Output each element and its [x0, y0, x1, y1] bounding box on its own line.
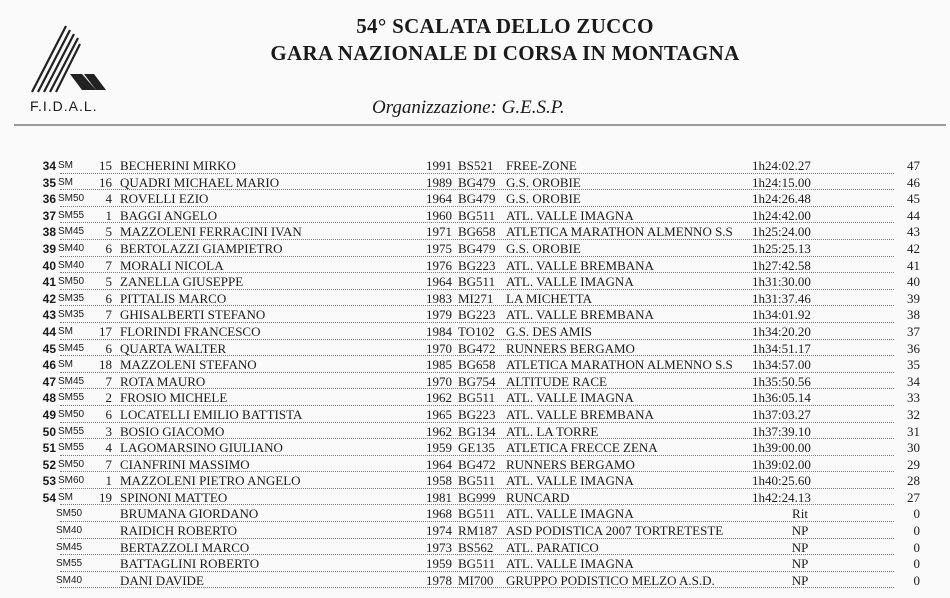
category-position-cell: 4	[105, 191, 112, 207]
points-cell: 38	[907, 307, 920, 323]
club-name-cell: ATL. VALLE IMAGNA	[506, 207, 634, 223]
category-cell: SM	[58, 325, 73, 337]
category-position-cell: 16	[99, 174, 112, 190]
club-code-cell: BG754	[458, 373, 496, 389]
club-code-cell: BG999	[458, 489, 496, 505]
athlete-name-cell: BECHERINI MIRKO	[120, 158, 236, 173]
table-row	[0, 440, 950, 457]
category-position-cell: 6	[105, 240, 112, 256]
club-name-cell: ATL. VALLE IMAGNA	[506, 274, 634, 290]
points-cell: 42	[907, 240, 920, 256]
position-cell: 51	[42, 441, 56, 456]
club-code-cell: BG511	[458, 274, 496, 290]
birth-year-cell: 1975	[426, 240, 452, 256]
time-cell: 1h25:24.00	[752, 224, 811, 240]
category-cell: SM55	[58, 425, 85, 437]
birth-year-cell: 1958	[426, 473, 452, 489]
club-code-cell: BG223	[458, 406, 496, 422]
athlete-name-cell: PITTALIS MARCO	[120, 290, 227, 306]
category-cell: SM	[58, 491, 73, 503]
points-cell: 47	[907, 158, 920, 173]
club-code-cell: BG479	[458, 240, 496, 256]
category-position-cell: 7	[105, 373, 112, 389]
table-row	[0, 390, 950, 407]
athlete-name-cell: QUADRI MICHAEL MARIO	[120, 174, 280, 190]
table-row	[0, 473, 950, 490]
position-cell: 36	[42, 192, 56, 207]
time-cell: 1h42:24.13	[752, 489, 811, 505]
category-cell: SM50	[58, 193, 85, 205]
club-name-cell: G.S. DES AMIS	[506, 323, 592, 339]
category-position-cell: 6	[105, 406, 112, 422]
athlete-name-cell: GHISALBERTI STEFANO	[120, 307, 266, 323]
table-row	[0, 324, 950, 341]
birth-year-cell: 1964	[426, 274, 452, 290]
time-cell: NP	[791, 572, 809, 588]
time-cell: NP	[791, 523, 809, 539]
category-position-cell: 2	[105, 390, 112, 406]
birth-year-cell: 1964	[426, 191, 452, 207]
birth-year-cell: 1962	[426, 423, 452, 439]
points-cell: 32	[907, 406, 920, 422]
club-code-cell: BG511	[458, 473, 496, 489]
club-code-cell: BS562	[458, 539, 494, 555]
category-position-cell: 6	[105, 340, 112, 356]
birth-year-cell: 1968	[426, 506, 452, 522]
table-row	[0, 357, 950, 374]
club-code-cell: MI700	[458, 572, 494, 588]
club-name-cell: G.S. OROBIE	[506, 174, 581, 190]
club-name-cell: LA MICHETTA	[506, 290, 592, 306]
table-row	[0, 573, 950, 590]
time-cell: 1h24:42.00	[752, 207, 811, 223]
club-name-cell: ATL. VALLE IMAGNA	[506, 556, 634, 572]
points-cell: 0	[913, 506, 920, 522]
birth-year-cell: 1989	[426, 174, 452, 190]
category-cell: SM40	[58, 242, 85, 254]
table-row	[0, 523, 950, 540]
time-cell: 1h36:05.14	[752, 390, 811, 406]
birth-year-cell: 1991	[426, 158, 452, 173]
time-cell: 1h34:57.00	[752, 357, 811, 373]
athlete-name-cell: BRUMANA GIORDANO	[120, 506, 259, 522]
position-cell: 39	[42, 241, 56, 256]
category-position-cell: 5	[105, 274, 112, 290]
club-code-cell: BG223	[458, 257, 496, 273]
category-cell: SM50	[58, 458, 85, 470]
time-cell: NP	[791, 539, 809, 555]
table-row	[0, 490, 950, 507]
category-position-cell: 7	[105, 257, 112, 273]
club-code-cell: BG511	[458, 556, 496, 572]
category-cell: SM45	[58, 342, 85, 354]
club-name-cell: ASD PODISTICA 2007 TORTRETESTE	[506, 523, 724, 539]
club-name-cell: ATL. PARATICO	[506, 539, 599, 555]
category-position-cell: 17	[99, 323, 112, 339]
position-cell: 34	[42, 159, 56, 173]
birth-year-cell: 1971	[426, 224, 452, 240]
table-row	[0, 291, 950, 308]
club-name-cell: ATL. VALLE BREMBANA	[506, 406, 654, 422]
points-cell: 44	[907, 207, 920, 223]
header-divider	[14, 124, 946, 126]
club-name-cell: FREE-ZONE	[506, 158, 577, 173]
time-cell: 1h25:25.13	[752, 240, 811, 256]
club-code-cell: BS521	[458, 158, 494, 173]
club-code-cell: MI271	[458, 290, 494, 306]
time-cell: Rit	[792, 506, 808, 522]
athlete-name-cell: BERTOLAZZI GIAMPIETRO	[120, 240, 283, 256]
category-cell: SM55	[56, 558, 83, 570]
points-cell: 31	[907, 423, 920, 439]
position-cell: 53	[42, 474, 56, 489]
athlete-name-cell: MAZZOLENI PIETRO ANGELO	[120, 473, 301, 489]
category-cell: SM35	[58, 309, 85, 321]
table-row	[0, 424, 950, 441]
points-cell: 43	[907, 224, 920, 240]
category-cell: SM40	[58, 259, 85, 271]
club-code-cell: BG658	[458, 357, 496, 373]
athlete-name-cell: BAGGI ANGELO	[120, 207, 218, 223]
club-name-cell: ALTITUDE RACE	[506, 373, 607, 389]
club-name-cell: ATLETICA MARATHON ALMENNO S.S	[506, 357, 733, 373]
time-cell: 1h24:02.27	[752, 158, 811, 173]
fidal-label: F.I.D.A.L.	[30, 98, 98, 114]
club-name-cell: ATL. VALLE BREMBANA	[506, 307, 654, 323]
club-name-cell: ATL. VALLE BREMBANA	[506, 257, 654, 273]
birth-year-cell: 1970	[426, 340, 452, 356]
club-name-cell: ATLETICA FRECCE ZENA	[506, 440, 658, 456]
position-cell: 49	[42, 407, 56, 422]
time-cell: 1h34:01.92	[752, 307, 811, 323]
position-cell: 38	[42, 225, 56, 240]
time-cell: NP	[791, 556, 809, 572]
birth-year-cell: 1979	[426, 307, 452, 323]
position-cell: 45	[42, 341, 56, 356]
athlete-name-cell: BOSIO GIACOMO	[120, 423, 225, 439]
table-row	[0, 307, 950, 324]
table-row	[0, 158, 950, 175]
points-cell: 29	[907, 456, 920, 472]
points-cell: 35	[907, 357, 920, 373]
athlete-name-cell: BATTAGLINI ROBERTO	[120, 556, 260, 572]
points-cell: 33	[907, 390, 920, 406]
time-cell: 1h31:37.46	[752, 290, 811, 306]
category-cell: SM35	[58, 292, 85, 304]
position-cell: 54	[42, 490, 56, 505]
time-cell: 1h39:00.00	[752, 440, 811, 456]
club-code-cell: BG134	[458, 423, 496, 439]
birth-year-cell: 1985	[426, 357, 452, 373]
athlete-name-cell: DANI DAVIDE	[120, 572, 204, 588]
position-cell: 43	[42, 308, 56, 323]
table-row	[0, 540, 950, 557]
category-cell: SM60	[58, 475, 85, 487]
table-row	[0, 241, 950, 258]
category-cell: SM50	[56, 508, 83, 520]
athlete-name-cell: FROSIO MICHELE	[120, 390, 228, 406]
position-cell: 47	[42, 374, 56, 389]
category-position-cell: 5	[105, 224, 112, 240]
club-name-cell: RUNNERS BERGAMO	[506, 456, 635, 472]
results-table	[0, 158, 950, 589]
birth-year-cell: 1978	[426, 572, 452, 588]
category-cell: SM55	[58, 442, 85, 454]
position-cell: 44	[42, 324, 56, 339]
club-code-cell: BG658	[458, 224, 496, 240]
time-cell: 1h34:20.20	[752, 323, 811, 339]
category-cell: SM55	[58, 392, 85, 404]
birth-year-cell: 1970	[426, 373, 452, 389]
category-position-cell: 7	[105, 456, 112, 472]
position-cell: 48	[42, 391, 56, 406]
fidal-logo-icon	[22, 22, 112, 102]
category-position-cell: 4	[105, 440, 112, 456]
time-cell: 1h27:42.58	[752, 257, 811, 273]
table-row	[0, 274, 950, 291]
points-cell: 45	[907, 191, 920, 207]
club-name-cell: GRUPPO PODISTICO MELZO A.S.D.	[506, 572, 715, 588]
points-cell: 0	[913, 523, 920, 539]
time-cell: 1h34:51.17	[752, 340, 811, 356]
points-cell: 28	[907, 473, 920, 489]
time-cell: 1h40:25.60	[752, 473, 811, 489]
club-name-cell: G.S. OROBIE	[506, 240, 581, 256]
athlete-name-cell: LAGOMARSINO GIULIANO	[120, 440, 283, 456]
club-name-cell: RUNCARD	[506, 489, 570, 505]
table-row	[0, 258, 950, 275]
table-row	[0, 506, 950, 523]
category-position-cell: 7	[105, 307, 112, 323]
club-name-cell: G.S. OROBIE	[506, 191, 581, 207]
position-cell: 46	[42, 358, 56, 373]
position-cell: 41	[42, 275, 56, 290]
club-code-cell: RM187	[458, 523, 498, 539]
club-code-cell: TO102	[458, 323, 495, 339]
category-cell: SM45	[58, 226, 85, 238]
athlete-name-cell: ROVELLI EZIO	[120, 191, 209, 207]
time-cell: 1h24:26.48	[752, 191, 811, 207]
points-cell: 34	[907, 373, 920, 389]
page-subtitle: GARA NAZIONALE DI CORSA IN MONTAGNA	[270, 41, 740, 65]
athlete-name-cell: MORALI NICOLA	[120, 257, 224, 273]
athlete-name-cell: CIANFRINI MASSIMO	[120, 456, 250, 472]
table-row	[0, 208, 950, 225]
athlete-name-cell: LOCATELLI EMILIO BATTISTA	[120, 406, 303, 422]
club-code-cell: BG511	[458, 390, 496, 406]
birth-year-cell: 1959	[426, 440, 452, 456]
club-code-cell: BG472	[458, 340, 496, 356]
club-code-cell: BG479	[458, 174, 496, 190]
category-position-cell: 18	[99, 357, 112, 373]
birth-year-cell: 1965	[426, 406, 452, 422]
category-position-cell: 6	[105, 290, 112, 306]
points-cell: 37	[907, 323, 920, 339]
club-code-cell: BG472	[458, 456, 496, 472]
birth-year-cell: 1960	[426, 207, 452, 223]
time-cell: 1h35:50.56	[752, 373, 811, 389]
club-code-cell: BG511	[458, 506, 496, 522]
points-cell: 0	[913, 556, 920, 572]
time-cell: 1h37:39.10	[752, 423, 811, 439]
category-cell: SM	[58, 160, 73, 171]
birth-year-cell: 1981	[426, 489, 452, 505]
category-cell: SM45	[58, 375, 85, 387]
organization-label: Organizzazione: G.E.S.P.	[372, 97, 565, 118]
club-name-cell: ATLETICA MARATHON ALMENNO S.S	[506, 224, 733, 240]
club-name-cell: ATL. LA TORRE	[506, 423, 599, 439]
position-cell: 35	[42, 175, 56, 190]
birth-year-cell: 1962	[426, 390, 452, 406]
club-name-cell: ATL. VALLE IMAGNA	[506, 473, 634, 489]
club-code-cell: BG223	[458, 307, 496, 323]
points-cell: 0	[913, 572, 920, 588]
athlete-name-cell: BERTAZZOLI MARCO	[120, 539, 250, 555]
page-title: 54° SCALATA DELLO ZUCCO	[356, 14, 654, 38]
points-cell: 40	[907, 274, 920, 290]
club-code-cell: GE135	[458, 440, 495, 456]
table-row	[0, 407, 950, 424]
athlete-name-cell: MAZZOLENI STEFANO	[120, 357, 257, 373]
birth-year-cell: 1964	[426, 456, 452, 472]
category-cell: SM50	[58, 276, 85, 288]
position-cell: 40	[42, 258, 56, 273]
time-cell: 1h39:02.00	[752, 456, 811, 472]
category-cell: SM	[58, 176, 73, 188]
position-cell: 37	[42, 208, 56, 223]
club-name-cell: ATL. VALLE IMAGNA	[506, 390, 634, 406]
athlete-name-cell: MAZZOLENI FERRACINI IVAN	[120, 224, 302, 240]
category-cell: SM40	[56, 574, 83, 586]
points-cell: 30	[907, 440, 920, 456]
table-row	[0, 457, 950, 474]
points-cell: 46	[907, 174, 920, 190]
category-position-cell: 3	[105, 423, 112, 439]
time-cell: 1h37:03.27	[752, 406, 811, 422]
athlete-name-cell: RAIDICH ROBERTO	[120, 523, 238, 539]
table-row	[0, 374, 950, 391]
time-cell: 1h31:30.00	[752, 274, 811, 290]
points-cell: 27	[907, 489, 920, 505]
points-cell: 39	[907, 290, 920, 306]
birth-year-cell: 1984	[426, 323, 452, 339]
athlete-name-cell: SPINONI MATTEO	[120, 489, 228, 505]
athlete-name-cell: ROTA MAURO	[120, 373, 206, 389]
category-cell: SM45	[56, 541, 83, 553]
points-cell: 36	[907, 340, 920, 356]
club-code-cell: BG511	[458, 207, 496, 223]
category-position-cell: 1	[105, 207, 112, 223]
athlete-name-cell: ZANELLA GIUSEPPE	[120, 274, 244, 290]
athlete-name-cell: FLORINDI FRANCESCO	[120, 323, 261, 339]
table-row	[0, 191, 950, 208]
category-cell: SM40	[56, 525, 83, 537]
birth-year-cell: 1976	[426, 257, 452, 273]
position-cell: 50	[42, 424, 56, 439]
birth-year-cell: 1959	[426, 556, 452, 572]
category-cell: SM	[58, 359, 73, 371]
category-position-cell: 19	[99, 489, 112, 505]
points-cell: 41	[907, 257, 920, 273]
category-position-cell: 15	[99, 158, 112, 173]
athlete-name-cell: QUARTA WALTER	[120, 340, 227, 356]
birth-year-cell: 1973	[426, 539, 452, 555]
category-position-cell: 1	[105, 473, 112, 489]
table-row	[0, 556, 950, 573]
points-cell: 0	[913, 539, 920, 555]
category-cell: SM50	[58, 408, 85, 420]
club-name-cell: ATL. VALLE IMAGNA	[506, 506, 634, 522]
club-name-cell: RUNNERS BERGAMO	[506, 340, 635, 356]
category-cell: SM55	[58, 209, 85, 221]
table-row	[0, 341, 950, 358]
club-code-cell: BG479	[458, 191, 496, 207]
position-cell: 52	[42, 457, 56, 472]
position-cell: 42	[42, 291, 56, 306]
birth-year-cell: 1983	[426, 290, 452, 306]
table-row	[0, 175, 950, 192]
birth-year-cell: 1974	[426, 523, 452, 539]
time-cell: 1h24:15.00	[752, 174, 811, 190]
table-row	[0, 224, 950, 241]
